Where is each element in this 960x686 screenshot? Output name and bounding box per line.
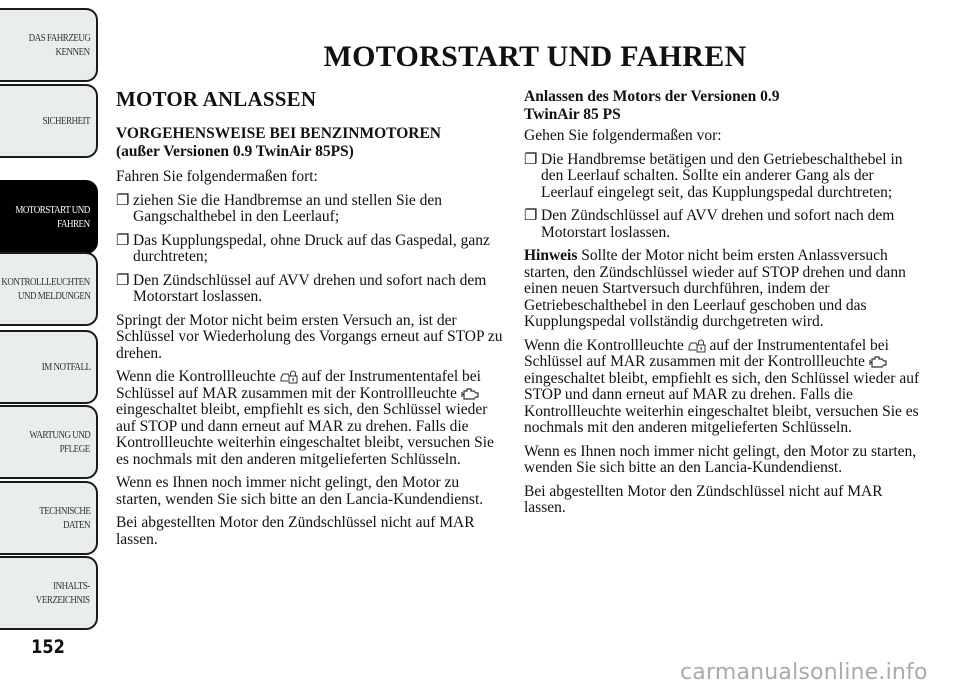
engine-check-warning-icon: [461, 386, 479, 401]
page-title: MOTORSTART UND FAHREN: [323, 40, 747, 74]
list-item-text: ziehen Sie die Handbremse an und stellen Sie den Gangschalthebel in den Leerlauf;: [133, 191, 443, 225]
watermark: carmanualsonline.info: [680, 660, 928, 685]
subsection-heading: [116, 125, 506, 161]
tab-inhaltsverzeichnis[interactable]: [0, 556, 98, 630]
car-lock-warning-icon: [280, 369, 298, 384]
subsection-heading-line2: (außer Versionen 0.9 TwinAir 85PS): [116, 143, 354, 160]
note-text: Sollte der Motor nicht beim ersten Anlassversuch starten, den Zündschlüssel wieder auf STOP drehen und dann einen neuen Startversuch durchführen, indem der Getriebeschalthebel in den Leerlauf geschoben und das Kupplungspedal vollständig durchgetreten wird.: [524, 247, 906, 330]
tab-wartung-und-pflege[interactable]: [0, 405, 98, 479]
note-paragraph: [524, 248, 924, 331]
paragraph: Wenn es Ihnen noch immer nicht gelingt, den Motor zu starten, wenden Sie sich bitte an den Lancia-Kundendienst.: [524, 442, 917, 476]
list-item: [116, 273, 506, 306]
tab-label: KENNEN: [55, 46, 90, 58]
subsection-heading-line2: TwinAir 85 PS: [524, 106, 621, 123]
subsection-heading-line1: Anlassen des Motors der Versionen 0.9: [524, 88, 780, 105]
tab-label: FAHREN: [57, 218, 90, 230]
checkbox-bullet-icon: ❐: [524, 208, 538, 224]
right-column: [524, 88, 924, 524]
paragraph: Wenn es Ihnen noch immer nicht gelingt, den Motor zu starten, wenden Sie sich bitte an den Lancia-Kundendienst.: [116, 474, 484, 508]
tab-label: INHALTS-: [53, 580, 90, 592]
tab-das-fahrzeug-kennen[interactable]: [0, 8, 98, 82]
section-heading: MOTOR ANLASSEN: [116, 87, 317, 111]
list-item: [116, 233, 506, 266]
intro-text: Gehen Sie folgendermaßen vor:: [524, 127, 722, 144]
subsection-heading: [524, 88, 924, 124]
paragraph-text: Wenn die Kontrollleuchte: [524, 336, 684, 354]
list-item: [524, 208, 924, 241]
paragraph-text: eingeschaltet bleibt, empfiehlt es sich, den Schlüssel wieder auf STOP und dann erneut auf MAR zu drehen. Falls die Kontrollleuchte weiterhin eingeschaltet bleibt, versuchen Sie es nochmals mit den anderen mitgelieferten Schlüsseln.: [116, 401, 494, 468]
tab-label: WARTUNG UND: [29, 429, 90, 441]
tab-label: IM NOTFALL: [41, 361, 90, 373]
list-item-text: Das Kupplungspedal, ohne Druck auf das Gaspedal, ganz durchtreten;: [133, 231, 490, 265]
tab-motorstart-und-fahren[interactable]: [0, 180, 98, 254]
paragraph: Bei abgestellten Motor den Zündschlüssel nicht auf MAR lassen.: [116, 514, 475, 548]
subsection-heading-line1: VORGEHENSWEISE BEI BENZINMOTOREN: [116, 125, 441, 142]
paragraph-text: eingeschaltet bleibt, empfiehlt es sich, den Schlüssel wieder auf STOP und dann erneut auf MAR zu drehen. Falls die Kontrollleuchte weiterhin eingeschaltet bleibt, versuchen Sie es nochmals mit den anderen mitgelieferten Schlüsseln.: [524, 369, 920, 436]
tab-kontrollleuchten-und-meldungen[interactable]: [0, 252, 98, 326]
paragraph: Springt der Motor nicht beim ersten Versuch an, ist der Schlüssel vor Wiederholung des Vorgangs erneut auf STOP zu drehen.: [116, 311, 503, 362]
tab-label: DATEN: [62, 519, 90, 531]
left-column: [116, 88, 506, 555]
paragraph-text: auf der Instrumententafel bei Schlüssel auf MAR zusammen mit der Kontrollleuchte: [524, 336, 889, 370]
paragraph: [116, 369, 506, 468]
list-item: [524, 152, 924, 202]
list-item-text: Den Zündschlüssel auf AVV drehen und sofort nach dem Motorstart loslassen.: [133, 271, 487, 305]
checkbox-bullet-icon: ❐: [116, 272, 130, 289]
tab-label: SICHERHEIT: [42, 115, 90, 127]
tab-sicherheit[interactable]: [0, 84, 98, 158]
engine-check-warning-icon: [869, 354, 887, 369]
intro-text: Fahren Sie folgendermaßen fort:: [116, 168, 318, 185]
tab-label: MOTORSTART UND: [15, 204, 90, 216]
tab-im-notfall[interactable]: [0, 330, 98, 404]
paragraph-text: auf der Instrumententafel bei Schlüssel auf MAR zusammen mit der Kontrollleuchte: [116, 368, 481, 402]
tab-label: KONTROLLLEUCHTEN: [1, 276, 90, 288]
paragraph: [524, 338, 924, 437]
tab-label: TECHNISCHE: [38, 505, 90, 517]
list-item-text: Die Handbremse betätigen und den Getriebeschalthebel in den Leerlauf schalten. Sollte ein anderer Gang als der Leerlauf eingelegt seit, das Kupplungspedal durchtreten;: [541, 150, 903, 201]
tab-label: PFLEGE: [59, 443, 90, 455]
tab-label: DAS FAHRZEUG: [28, 32, 90, 44]
tab-label: UND MELDUNGEN: [17, 290, 90, 302]
tab-technische-daten[interactable]: [0, 481, 98, 555]
list-item-text: Den Zündschlüssel auf AVV drehen und sofort nach dem Motorstart loslassen.: [541, 207, 895, 241]
note-label: Hinweis: [524, 247, 578, 264]
checkbox-bullet-icon: ❐: [116, 192, 130, 209]
list-item: [116, 193, 506, 226]
car-lock-warning-icon: [688, 338, 706, 353]
tab-label: VERZEICHNIS: [36, 594, 90, 606]
checkbox-bullet-icon: ❐: [524, 151, 538, 168]
paragraph-text: Wenn die Kontrollleuchte: [116, 368, 276, 385]
checkbox-bullet-icon: ❐: [116, 232, 130, 249]
page-number: 152: [31, 636, 65, 658]
paragraph: Bei abgestellten Motor den Zündschlüssel nicht auf MAR lassen.: [524, 482, 883, 516]
